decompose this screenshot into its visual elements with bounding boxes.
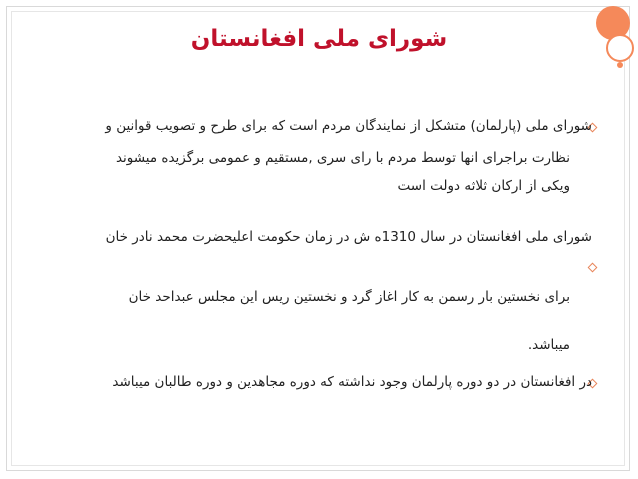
decorative-circle-dot [617,62,623,68]
bullet-1-line-1: شورای ملی (پارلمان) متشکل از نمایندگان مردم است که برای طرح و تصویب قوانین و [105,118,592,134]
slide-title: شورای ملی افغانستان [190,26,448,52]
bullet-1-line-2: نظارت براجرای انها توسط مردم با رای سری ,مستقیم و عمومی برگزیده میشوند [115,150,570,166]
bullet-2-line-1: شورای ملی افغانستان در سال 1310ه ش در زمان حکومت اعلیحضرت محمد نادر خان [105,229,592,245]
bullet-3-line-1: در افغانستان در دو دوره پارلمان وجود نداشته که دوره مجاهدین و دوره طالبان میباشد [112,374,592,390]
bullet-2-line-2: برای نخستین بار رسمن به کار اغاز گرد و نخستین ریس این مجلس عبداحد خان [128,289,570,305]
bullet-1-line-3: ویکی از ارکان ثلاثه دولت است [397,178,570,194]
bullet-2-line-3: میباشد. [527,337,570,353]
